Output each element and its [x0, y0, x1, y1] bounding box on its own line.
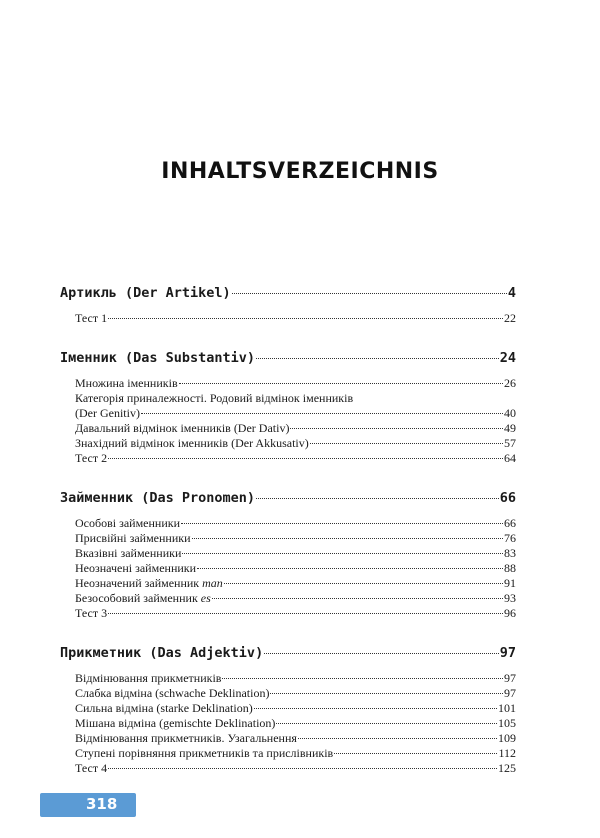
toc-entry-multiline[interactable] — [60, 391, 516, 421]
entry-text-italic: man — [202, 576, 223, 590]
entry-page-number: 97 — [504, 686, 516, 700]
entry-text: (Der Genitiv) — [75, 406, 140, 420]
page-title: INHALTSVERZEICHNIS — [161, 159, 439, 184]
toc-section-heading[interactable] — [60, 490, 516, 506]
dot-leader — [298, 737, 497, 739]
entry-page-number: 83 — [504, 546, 516, 560]
entry-text: Давальний відмінок іменників (Der Dativ) — [75, 421, 290, 435]
toc-entry[interactable] — [60, 591, 516, 606]
entry-text — [75, 591, 211, 606]
toc-entry[interactable] — [60, 436, 516, 451]
toc-entry[interactable] — [60, 746, 516, 761]
entry-text: Присвійні займенники — [75, 531, 191, 545]
entry-text: Неозначені займенники — [75, 561, 197, 575]
dot-leader — [276, 722, 497, 724]
toc-section — [60, 645, 516, 776]
dot-leader — [179, 382, 503, 384]
entry-text: Особові займенники — [75, 516, 181, 530]
entry-text: Мішана відміна (gemischte Deklination) — [75, 716, 276, 730]
toc-entry[interactable] — [60, 701, 516, 716]
entry-page-number: 49 — [504, 421, 516, 435]
toc-entry[interactable] — [60, 561, 516, 576]
entry-page-number: 91 — [504, 576, 516, 590]
entry-page-number: 97 — [504, 671, 516, 685]
entry-page-number: 96 — [504, 606, 516, 620]
entry-text-line1: Категорія приналежності. Родовий відмінок іменників — [75, 391, 354, 405]
toc-section-heading[interactable] — [60, 350, 516, 366]
entry-text-main: Неозначений займенник — [75, 576, 200, 590]
table-of-contents — [60, 285, 516, 792]
entry-text: Тест 3 — [75, 606, 108, 620]
section-page-number: 4 — [507, 285, 516, 301]
entry-text: Тест 1 — [75, 311, 108, 325]
entry-page-number: 76 — [504, 531, 516, 545]
dot-leader — [254, 707, 497, 709]
entry-text: Сильна відміна (starke Deklination) — [75, 701, 253, 715]
dot-leader — [197, 567, 503, 569]
toc-entry[interactable] — [60, 731, 516, 746]
page-number: 318 — [86, 795, 118, 813]
entry-text: Знахідний відмінок іменників (Der Akkusativ) — [75, 436, 309, 450]
dot-leader — [334, 752, 497, 754]
toc-entry[interactable] — [60, 761, 516, 776]
entry-page-number: 66 — [504, 516, 516, 530]
section-heading-text: Займенник (Das Pronomen) — [60, 490, 256, 506]
dot-leader — [108, 457, 503, 459]
section-page-number: 66 — [499, 490, 516, 506]
dot-leader — [108, 767, 497, 769]
section-page-number: 97 — [499, 645, 516, 661]
dot-leader — [232, 292, 507, 294]
toc-section-heading[interactable] — [60, 285, 516, 301]
toc-section — [60, 285, 516, 326]
section-heading-text: Артикль (Der Artikel) — [60, 285, 231, 301]
dot-leader — [290, 427, 503, 429]
dot-leader — [192, 537, 503, 539]
dot-leader — [256, 357, 499, 359]
dot-leader — [256, 497, 499, 499]
dot-leader — [108, 612, 503, 614]
entry-page-number: 109 — [498, 731, 516, 745]
toc-entry[interactable] — [60, 686, 516, 701]
dot-leader — [222, 677, 503, 679]
entry-text: Тест 4 — [75, 761, 108, 775]
page-number-badge — [40, 793, 136, 817]
entry-page-number: 22 — [504, 311, 516, 325]
entry-page-number: 101 — [498, 701, 516, 715]
toc-section — [60, 350, 516, 466]
toc-entry-line2 — [75, 406, 516, 421]
toc-entry[interactable] — [60, 606, 516, 621]
entry-page-number: 88 — [504, 561, 516, 575]
entry-page-number: 26 — [504, 376, 516, 390]
toc-entry[interactable] — [60, 671, 516, 686]
entry-text: Ступені порівняння прикметників та прислівників — [75, 746, 334, 760]
entry-page-number: 93 — [504, 591, 516, 605]
toc-entry[interactable] — [60, 451, 516, 466]
entry-text-main: Безособовий займенник — [75, 591, 198, 605]
entry-text: Відмінювання прикметників — [75, 671, 222, 685]
toc-entry[interactable] — [60, 576, 516, 591]
section-heading-text: Прикметник (Das Adjektiv) — [60, 645, 264, 661]
toc-entry[interactable] — [60, 421, 516, 436]
toc-entry[interactable] — [60, 311, 516, 326]
entry-page-number: 105 — [498, 716, 516, 730]
dot-leader — [310, 442, 503, 444]
entry-page-number: 40 — [504, 406, 516, 420]
dot-leader — [270, 692, 503, 694]
dot-leader — [108, 317, 503, 319]
section-page-number: 24 — [499, 350, 516, 366]
section-heading-text: Іменник (Das Substantiv) — [60, 350, 256, 366]
toc-section — [60, 490, 516, 621]
entry-page-number: 57 — [504, 436, 516, 450]
entry-text: Тест 2 — [75, 451, 108, 465]
entry-text: Множина іменників — [75, 376, 178, 390]
toc-entry[interactable] — [60, 376, 516, 391]
toc-entry[interactable] — [60, 546, 516, 561]
dot-leader — [182, 552, 503, 554]
entry-text — [75, 576, 223, 591]
dot-leader — [264, 652, 499, 654]
entry-text-italic: es — [200, 591, 211, 605]
dot-leader — [212, 597, 503, 599]
toc-section-heading[interactable] — [60, 645, 516, 661]
toc-entry[interactable] — [60, 516, 516, 531]
entry-page-number: 125 — [498, 761, 516, 775]
entry-text: Слабка відміна (schwache Deklination) — [75, 686, 270, 700]
entry-text: Вказівні займенники — [75, 546, 182, 560]
entry-text: Відмінювання прикметників. Узагальнення — [75, 731, 297, 745]
toc-entry[interactable] — [60, 531, 516, 546]
entry-page-number: 112 — [498, 746, 516, 760]
dot-leader — [181, 522, 503, 524]
dot-leader — [224, 582, 503, 584]
toc-entry[interactable] — [60, 716, 516, 731]
entry-page-number: 64 — [504, 451, 516, 465]
dot-leader — [141, 412, 503, 414]
